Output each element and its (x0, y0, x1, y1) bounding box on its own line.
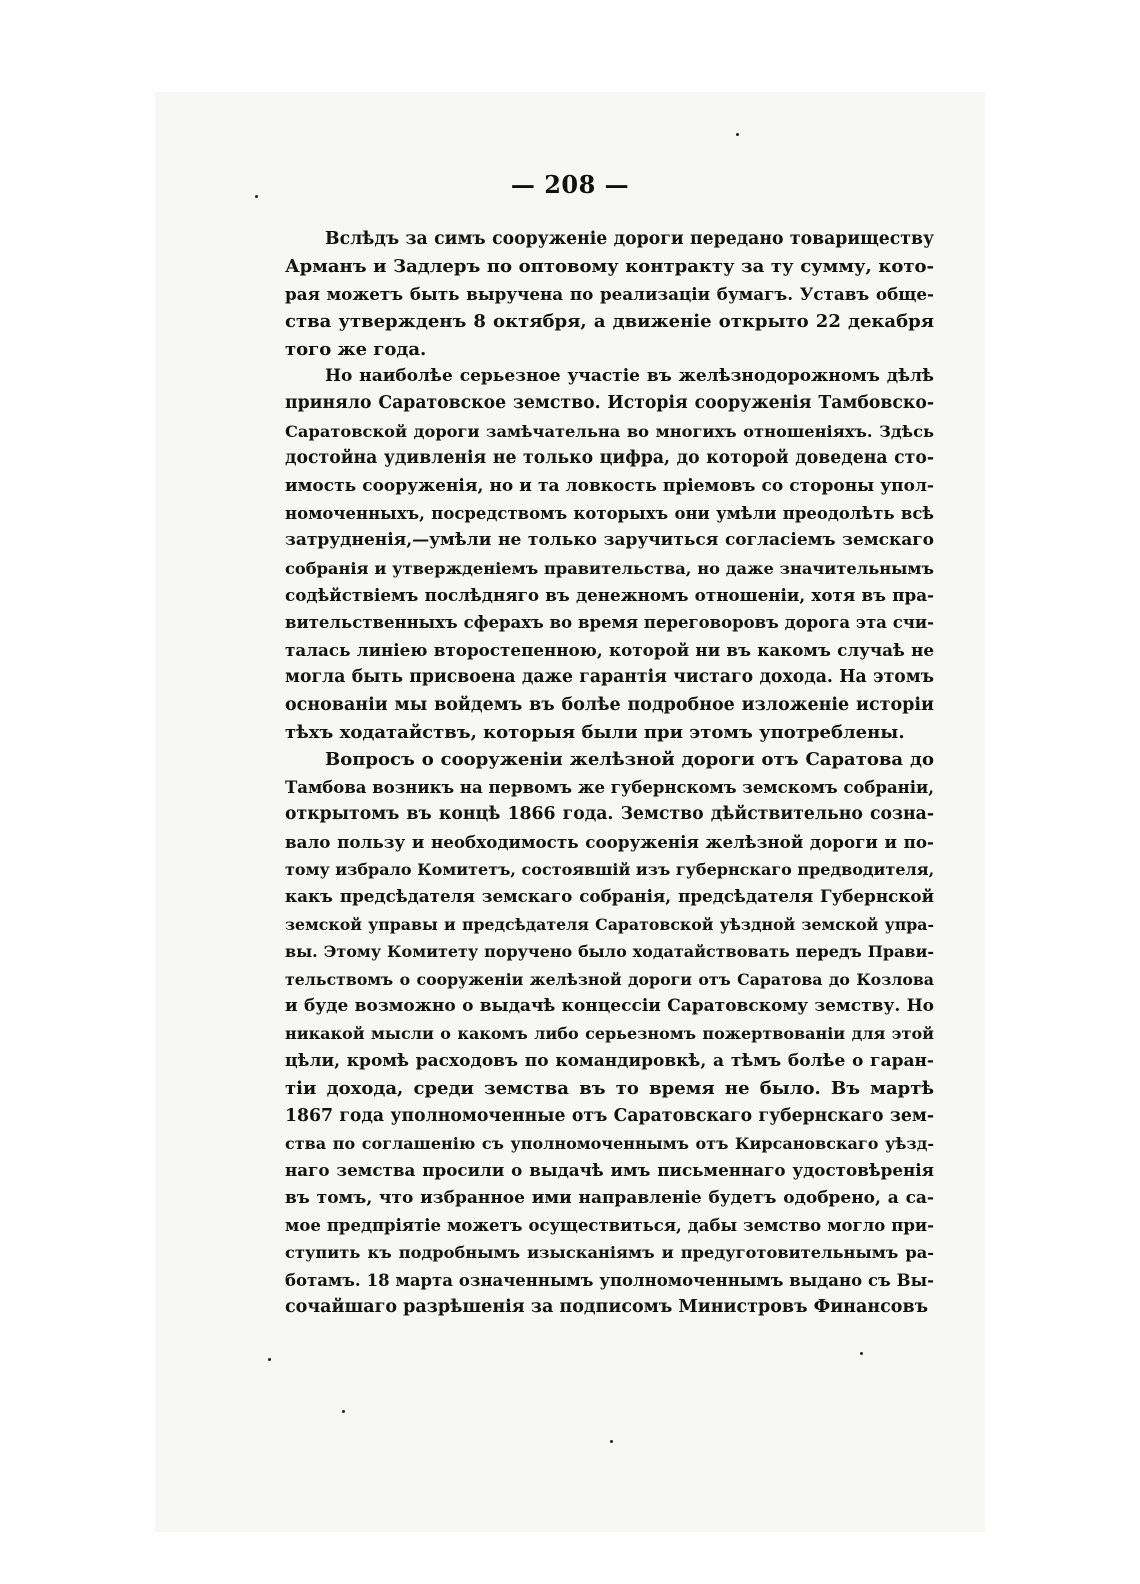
text-line: талась линіею второстепенною, которой ни въ какомъ случаѣ не (285, 639, 934, 660)
text-line: открытомъ въ концѣ 1866 года. Земство дѣйствительно созна- (285, 804, 934, 825)
text-line: могла быть присвоена даже гарантія чистаго дохода. На этомъ (285, 667, 934, 688)
text-line: и буде возможно о выдачѣ концессіи Саратовскому земству. Но (285, 995, 934, 1016)
text-line: затрудненія,—умѣли не только заручиться согласіемъ земскаго (285, 530, 934, 551)
text-line: того же года. (285, 338, 427, 360)
text-line: земской управы и предсѣдателя Саратовской уѣздной земской упра- (285, 914, 934, 934)
scan-speck (736, 133, 739, 136)
text-line: приняло Саратовское земство. Исторія сооруженія Тамбовско- (285, 393, 934, 414)
text-line: никакой мысли о какомъ либо серьезномъ пожертвованіи для этой (285, 1024, 934, 1044)
text-line: вы. Этому Комитету поручено было ходатайствовать передъ Прави- (285, 942, 934, 962)
text-line: ства по соглашенію съ уполномоченнымъ отъ Кирсановскаго уѣзд- (285, 1133, 934, 1153)
text-line: тельствомъ о сооруженіи желѣзной дороги отъ Саратова до Козлова (285, 969, 934, 989)
text-line: Тамбова возникъ на первомъ же губернскомъ земскомъ собраніи, (285, 777, 934, 797)
scan-speck (255, 195, 258, 198)
text-line: тому избрало Комитетъ, состоявшій изъ губернскаго предводителя, (285, 859, 934, 879)
text-line: рая можетъ быть выручена по реализаціи бумагъ. Уставъ обще- (285, 283, 934, 304)
scan-speck (610, 1440, 613, 1443)
scan-speck (860, 1352, 863, 1355)
text-line: тѣхъ ходатайствъ, которыя были при этомъ употреблены. (285, 722, 905, 744)
text-line: тіи дохода, среди земства въ то время не было. Въ мартѣ (285, 1078, 934, 1100)
paragraph (285, 226, 934, 363)
text-line: номоченныхъ, посредствомъ которыхъ они умѣли преодолѣть всѣ (285, 503, 934, 523)
text-line: цѣли, кромѣ расходовъ по командировкѣ, а тѣмъ болѣе о гаран- (285, 1050, 934, 1071)
text-line: ступить къ подробнымъ изысканіямъ и предуготовительнымъ ра- (285, 1243, 934, 1263)
page-number: — 208 — (510, 170, 630, 199)
text-line: 1867 года уполномоченные отъ Саратовскаго губернскаго зем- (285, 1105, 934, 1126)
text-line: наго земства просили о выдачѣ имъ письменнаго удостовѣренія (285, 1160, 934, 1181)
paragraph (285, 363, 934, 746)
text-line: Но наиболѣе серьезное участіе въ желѣзнодорожномъ дѣлѣ (325, 365, 934, 386)
text-line: въ томъ, что избранное ими направленіе будетъ одобрено, а са- (285, 1187, 934, 1208)
text-line: вительственныхъ сферахъ во время переговоровъ дорога эта счи- (285, 613, 934, 633)
text-line: какъ предсѣдателя земскаго собранія, предсѣдателя Губернской (285, 886, 934, 907)
body-text (285, 226, 934, 1322)
text-line: Вслѣдъ за симъ сооруженіе дороги передано товариществу (325, 229, 934, 249)
text-line: Арманъ и Задлеръ по оптовому контракту за ту сумму, кото- (285, 256, 934, 278)
text-line: достойна удивленія не только цифра, до которой доведена сто- (285, 448, 934, 469)
text-line: ботамъ. 18 марта означеннымъ уполномоченнымъ выдано съ Вы- (285, 1270, 934, 1290)
text-line: основаніи мы войдемъ въ болѣе подробное изложеніе исторіи (285, 694, 934, 715)
text-line: сочайшаго разрѣшенія за подписомъ Министровъ Финансовъ (285, 1297, 929, 1318)
scan-speck (268, 1358, 271, 1361)
text-line: Вопросъ о сооруженіи желѣзной дороги отъ Саратова до (325, 749, 934, 771)
scan-speck (342, 1410, 345, 1413)
text-line: ства утвержденъ 8 октября, а движеніе открыто 22 декабря (285, 311, 934, 333)
text-line: собранія и утвержденіемъ правительства, но даже значительнымъ (285, 558, 934, 578)
paragraph (285, 746, 934, 1321)
text-line: Саратовской дороги замѣчательна во многихъ отношеніяхъ. Здѣсь (285, 421, 934, 441)
text-line: содѣйствіемъ послѣдняго въ денежномъ отношеніи, хотя въ пра- (285, 585, 934, 606)
text-line: мое предпріятіе можетъ осуществиться, дабы земство могло при- (285, 1216, 934, 1236)
text-line: вало пользу и необходимость сооруженія желѣзной дороги и по- (285, 831, 934, 852)
text-line: имость сооруженія, но и та ловкость пріемовъ со стороны упол- (285, 475, 934, 496)
